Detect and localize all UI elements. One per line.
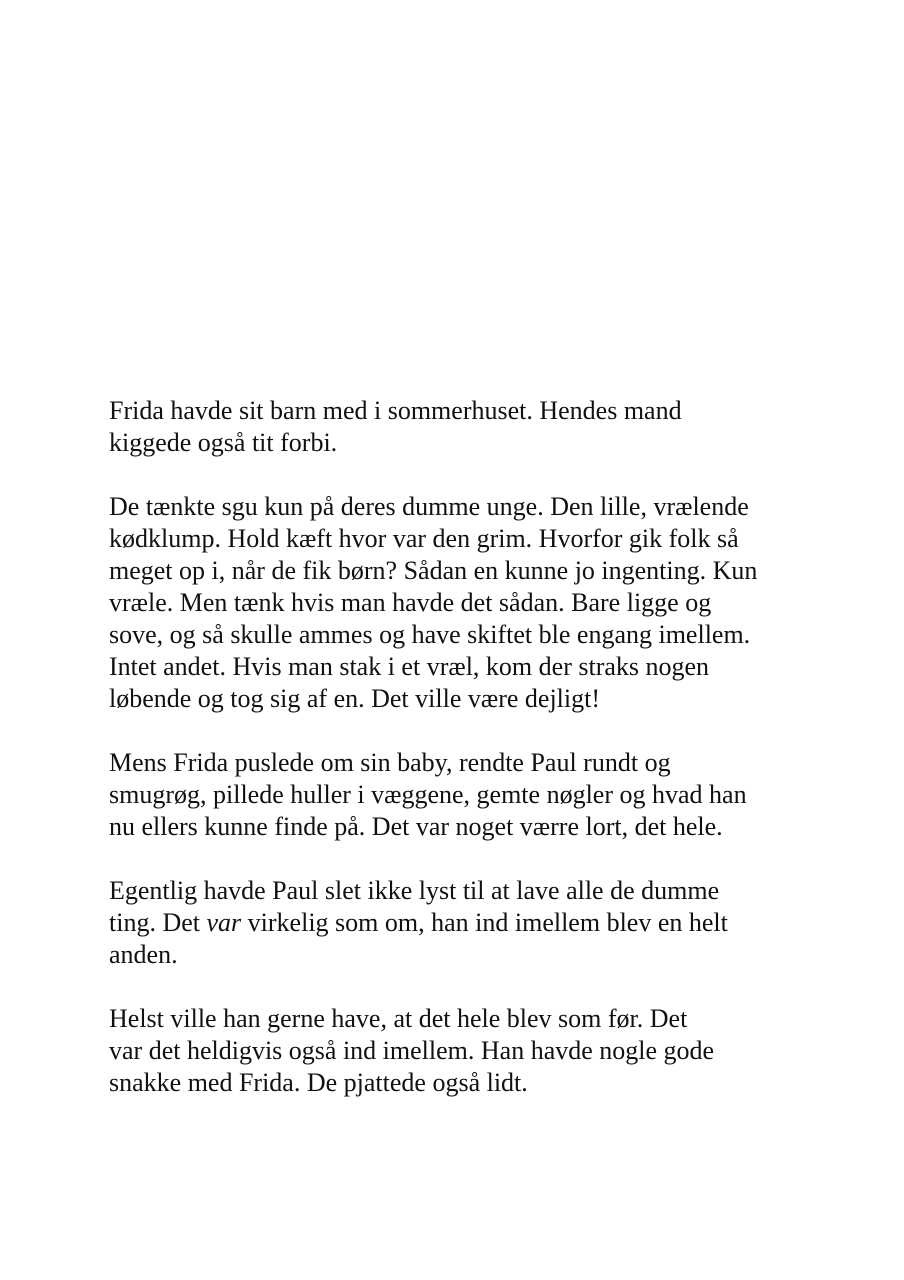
- text-line: meget op i, når de fik børn? Sådan en kunne jo ingenting. Kun: [109, 556, 758, 585]
- text-line: sove, og så skulle ammes og have skiftet ble engang imellem.: [109, 620, 751, 649]
- text-line: kødklump. Hold kæft hvor var den grim. Hvorfor gik folk så: [109, 524, 739, 553]
- paragraph-4: [109, 875, 809, 971]
- paragraph-3: [109, 747, 809, 843]
- text-line: vræle. Men tænk hvis man havde det sådan. Bare ligge og: [109, 588, 712, 617]
- text-line: snakke med Frida. De pjattede også lidt.: [109, 1068, 528, 1097]
- text-run: ting. Det: [109, 908, 207, 937]
- text-line: var det heldigvis også ind imellem. Han havde nogle gode: [109, 1036, 715, 1065]
- emphasized-word: var: [206, 908, 242, 937]
- paragraph-2: [109, 491, 809, 715]
- paragraph-1: [109, 395, 809, 459]
- text-line: De tænkte sgu kun på deres dumme unge. Den lille, vrælende: [109, 492, 749, 521]
- text-run: virkelig som om, han ind imellem blev en helt: [241, 908, 728, 937]
- paragraph-5: [109, 1003, 809, 1099]
- text-line: kiggede også tit forbi.: [109, 428, 338, 457]
- text-line: Intet andet. Hvis man stak i et vræl, kom der straks nogen: [109, 652, 710, 681]
- text-line: Frida havde sit barn med i sommerhuset. Hendes mand: [109, 396, 682, 425]
- body-text: [109, 395, 809, 1131]
- text-line-with-emphasis: [109, 907, 809, 939]
- text-line: nu ellers kunne finde på. Det var noget værre lort, det hele.: [109, 812, 723, 841]
- text-line: Helst ville han gerne have, at det hele blev som før. Det: [109, 1004, 688, 1033]
- text-line: Egentlig havde Paul slet ikke lyst til at lave alle de dumme: [109, 876, 720, 905]
- text-line: anden.: [109, 940, 178, 969]
- text-line: Mens Frida puslede om sin baby, rendte Paul rundt og: [109, 748, 671, 777]
- text-line: smugrøg, pillede huller i væggene, gemte nøgler og hvad han: [109, 780, 747, 809]
- text-line: løbende og tog sig af en. Det ville være dejligt!: [109, 684, 600, 713]
